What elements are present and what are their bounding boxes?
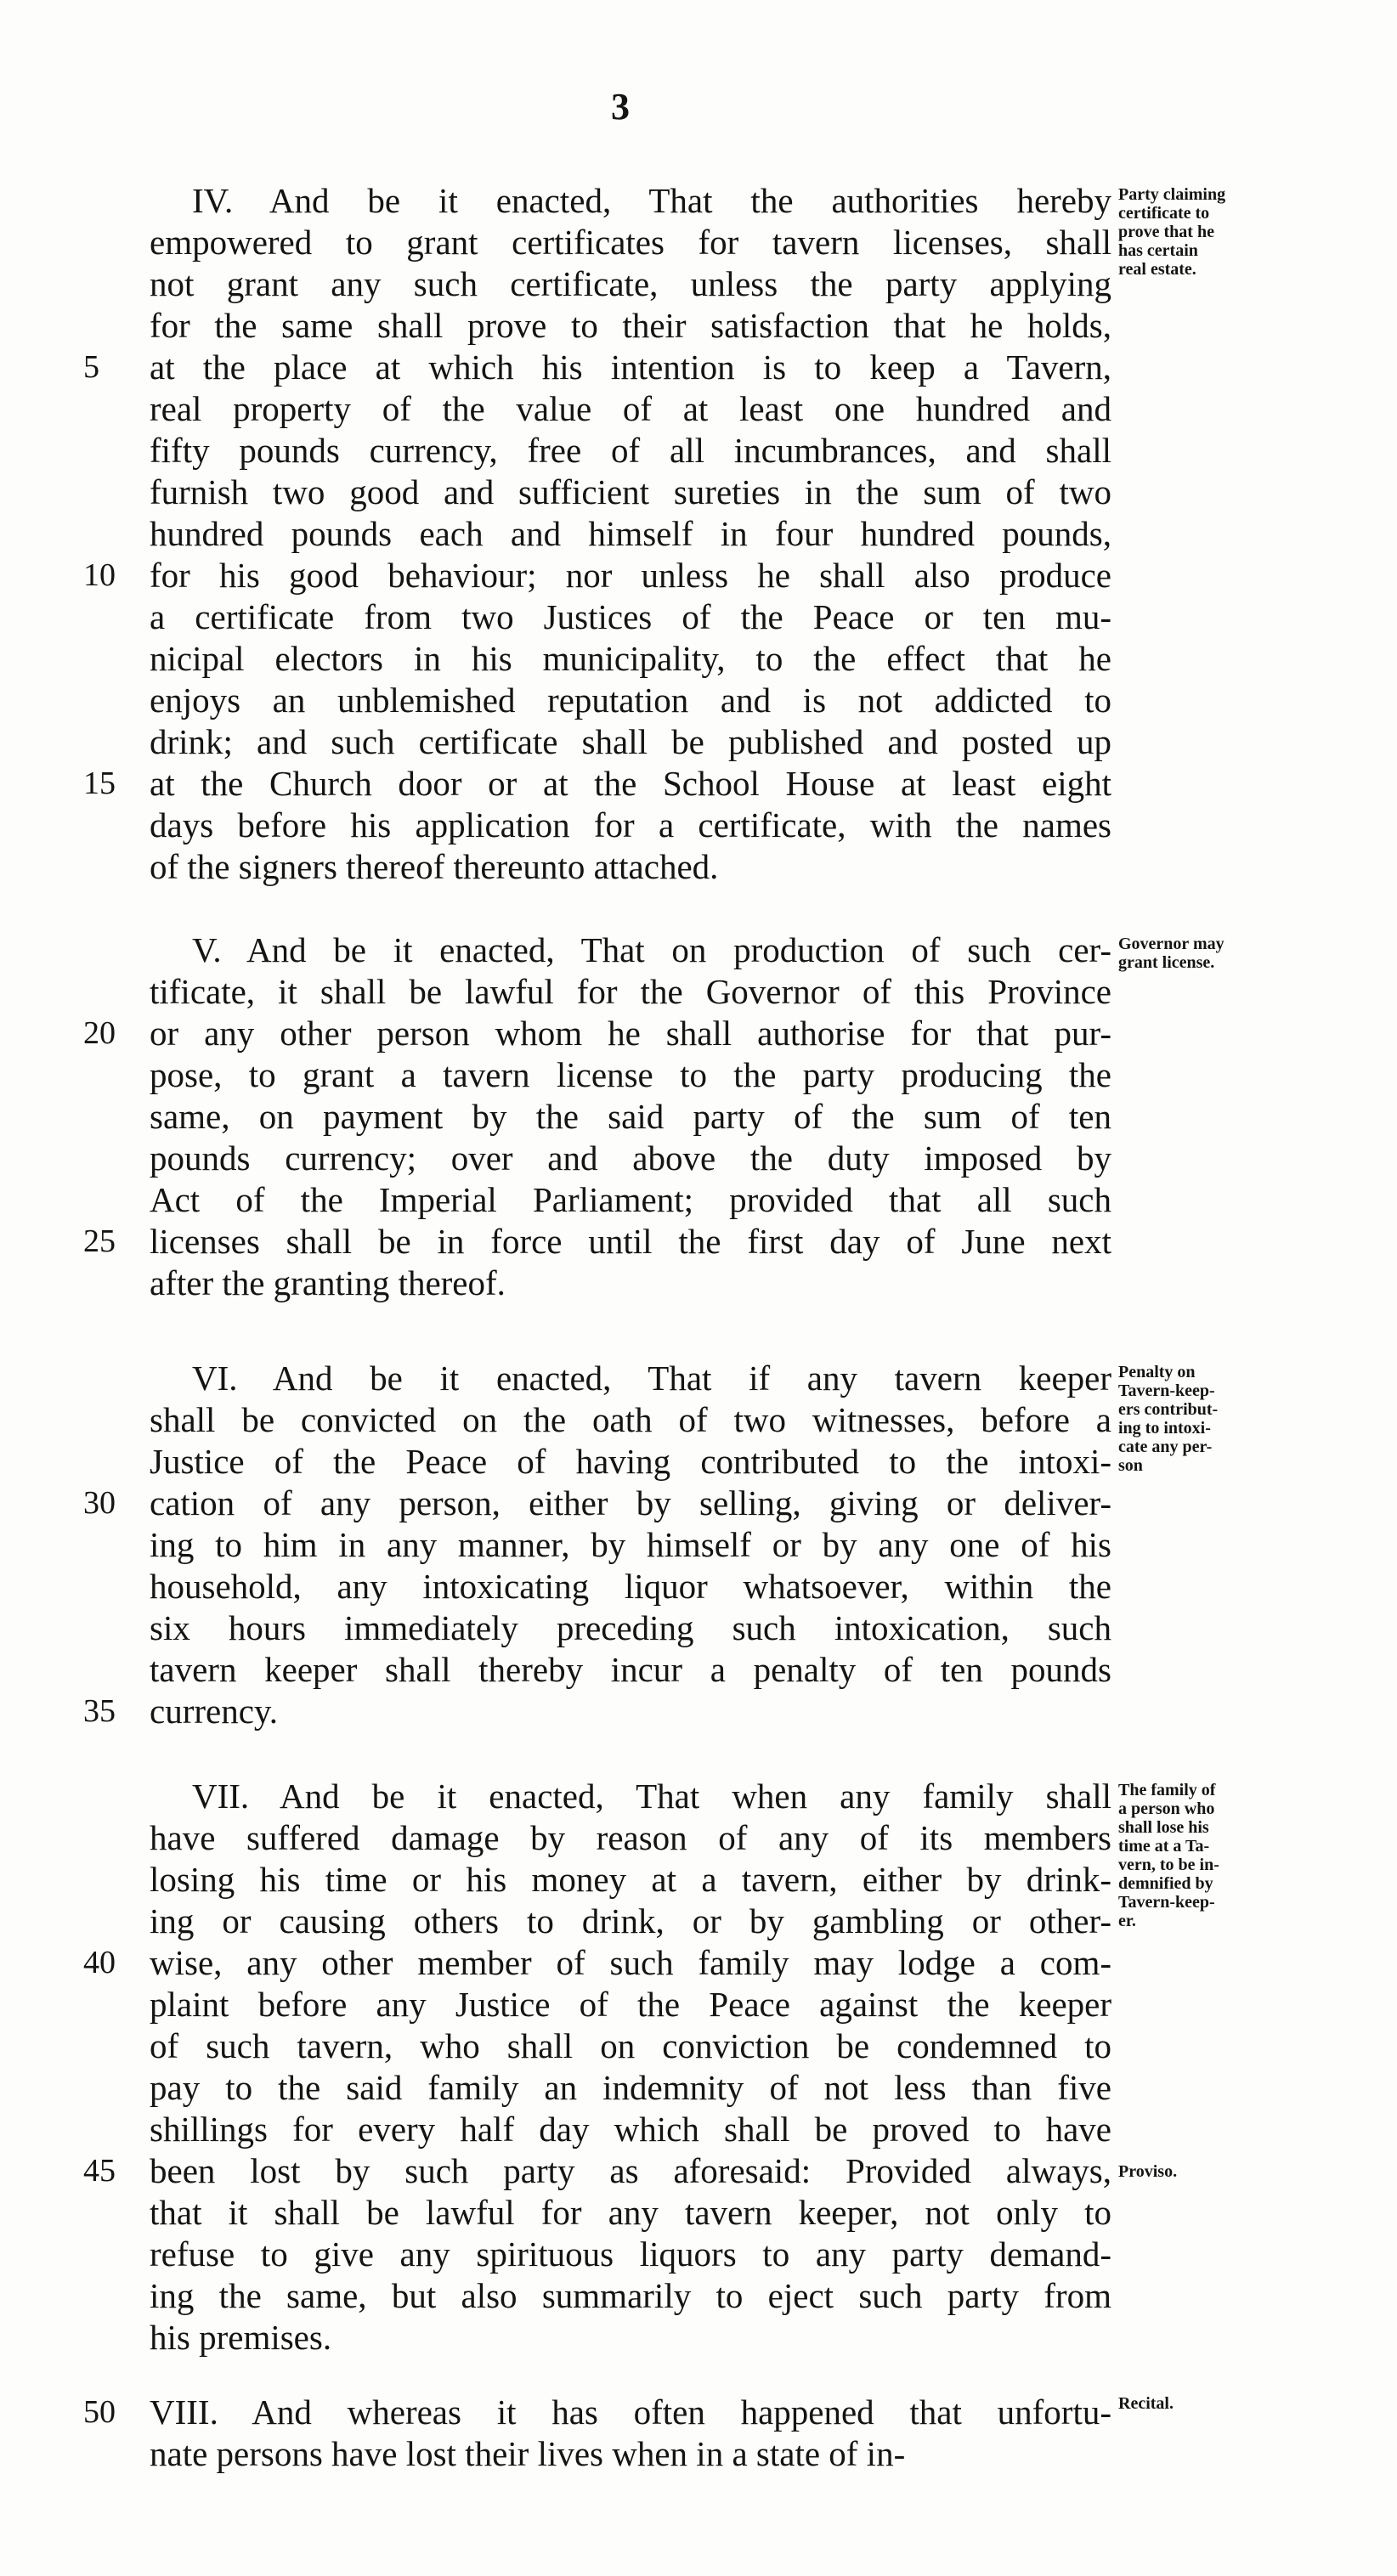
marginal-note-line: ing to intoxi- xyxy=(1118,1419,1211,1438)
line-number: 25 xyxy=(83,1223,116,1259)
text-line-content: tificate, it shall be lawful for the Governor of this Province xyxy=(150,972,1111,1011)
text-line xyxy=(150,2433,1111,2475)
text-line-content: of such tavern, who shall on conviction be condemned to xyxy=(150,2026,1111,2065)
text-line-content: V. And be it enacted, That on production of such cer- xyxy=(192,930,1111,969)
text-line-content: at the Church door or at the School House at least eight xyxy=(150,764,1111,803)
text-line xyxy=(150,638,1111,680)
text-line xyxy=(150,388,1111,430)
line-number: 35 xyxy=(83,1693,116,1729)
text-line xyxy=(83,555,1111,596)
text-line xyxy=(150,513,1111,555)
text-line-content: currency. xyxy=(150,1692,278,1731)
text-line-content: for the same shall prove to their satisfaction that he holds, xyxy=(150,306,1111,345)
text-line xyxy=(150,222,1111,263)
marginal-note-line: Penalty on xyxy=(1118,1363,1196,1381)
text-line-content: fifty pounds currency, free of all incumbrances, and shall xyxy=(150,431,1111,470)
text-line xyxy=(83,2150,1111,2192)
text-line xyxy=(83,1483,1111,1524)
text-line-content: that it shall be lawful for any tavern keeper, not only to xyxy=(150,2193,1111,2232)
marginal-note-line: prove that he xyxy=(1118,223,1214,241)
text-line xyxy=(150,263,1111,305)
marginal-note xyxy=(1118,1781,1297,1930)
text-line-content: household, any intoxicating liquor whatsoever, within the xyxy=(150,1567,1111,1606)
text-line-content: Justice of the Peace of having contributed to the intoxi- xyxy=(150,1442,1111,1481)
text-line xyxy=(150,721,1111,763)
marginal-note-line: demnified by xyxy=(1118,1874,1213,1893)
text-line-content: a certificate from two Justices of the Peace or ten mu- xyxy=(150,597,1111,636)
marginal-note-line: vern, to be in- xyxy=(1118,1856,1219,1874)
text-line xyxy=(150,971,1111,1013)
text-line-content: six hours immediately preceding such intoxication, such xyxy=(150,1608,1111,1647)
marginal-note-line: real estate. xyxy=(1118,260,1196,279)
text-line xyxy=(150,305,1111,347)
text-line-content: shall be convicted on the oath of two witnesses, before a xyxy=(150,1400,1111,1439)
marginal-note-line: The family of xyxy=(1118,1781,1216,1799)
text-line xyxy=(150,680,1111,721)
text-line-content: nate persons have lost their lives when in a state of in- xyxy=(150,2434,906,2473)
text-line-content: days before his application for a certificate, with the names xyxy=(150,805,1111,845)
marginal-note-line: Governor may xyxy=(1118,935,1224,953)
text-line xyxy=(150,1649,1111,1691)
text-line xyxy=(83,347,1111,388)
text-line-content: Act of the Imperial Parliament; provided that all such xyxy=(150,1180,1111,1219)
text-line-content: hundred pounds each and himself in four hundred pounds, xyxy=(150,514,1111,553)
line-number: 5 xyxy=(83,349,99,385)
text-line xyxy=(150,2317,1111,2359)
text-line xyxy=(150,2025,1111,2067)
section-viii xyxy=(83,2392,1111,2475)
text-line xyxy=(150,2109,1111,2150)
marginal-note-line: cate any per- xyxy=(1118,1438,1213,1456)
section-v xyxy=(83,929,1111,1304)
text-line-content: licenses shall be in force until the first day of June next xyxy=(150,1222,1111,1261)
text-line xyxy=(150,596,1111,638)
text-line-content: refuse to give any spirituous liquors to any party demand- xyxy=(150,2234,1111,2274)
text-line xyxy=(150,1358,1111,1399)
text-line-content: or any other person whom he shall authorise for that pur- xyxy=(150,1014,1111,1053)
text-line-content: furnish two good and sufficient sureties in the sum of two xyxy=(150,472,1111,511)
page-number: 3 xyxy=(611,86,630,127)
text-line-content: tavern keeper shall thereby incur a penalty of ten pounds xyxy=(150,1650,1111,1689)
text-line xyxy=(150,1776,1111,1817)
text-line xyxy=(150,2192,1111,2234)
text-line-content: IV. And be it enacted, That the authorities hereby xyxy=(192,181,1111,220)
text-line-content: his premises. xyxy=(150,2318,332,2357)
marginal-note-line: ers contribut- xyxy=(1118,1400,1219,1419)
marginal-note xyxy=(1118,2162,1297,2181)
marginal-note xyxy=(1118,935,1297,972)
text-line-content: ing or causing others to drink, or by gambling or other- xyxy=(150,1901,1111,1940)
marginal-note-line: Tavern-keep- xyxy=(1118,1893,1215,1912)
marginal-note xyxy=(1118,2394,1297,2413)
text-line xyxy=(150,1096,1111,1138)
text-line-content: been lost by such party as aforesaid: Provided always, xyxy=(150,2151,1111,2190)
line-number: 30 xyxy=(83,1485,116,1521)
section-vii xyxy=(83,1776,1111,2359)
text-line xyxy=(150,1524,1111,1566)
text-line xyxy=(150,929,1111,971)
marginal-note-line: Party claiming xyxy=(1118,185,1226,204)
text-line xyxy=(150,1138,1111,1179)
text-line-content: enjoys an unblemished reputation and is not addicted to xyxy=(150,681,1111,720)
marginal-note-line: shall lose his xyxy=(1118,1818,1209,1837)
text-line-content: at the place at which his intention is to keep a Tavern, xyxy=(150,347,1111,387)
text-line-content: not grant any such certificate, unless the party applying xyxy=(150,264,1111,303)
text-line xyxy=(150,2067,1111,2109)
text-line-content: plaint before any Justice of the Peace against the keeper xyxy=(150,1985,1111,2024)
text-line xyxy=(150,1901,1111,1942)
text-line-content: VII. And be it enacted, That when any family shall xyxy=(192,1777,1111,1816)
text-line-content: pose, to grant a tavern license to the party producing the xyxy=(150,1055,1111,1094)
text-line-content: have suffered damage by reason of any of its members xyxy=(150,1818,1111,1857)
marginal-note-line: Recital. xyxy=(1118,2394,1174,2413)
text-line-content: after the granting thereof. xyxy=(150,1263,506,1302)
text-line xyxy=(150,2234,1111,2275)
marginal-note-line: a person who xyxy=(1118,1799,1215,1818)
text-line-content: empowered to grant certificates for tavern licenses, shall xyxy=(150,223,1111,262)
section-vi xyxy=(83,1358,1111,1732)
text-line xyxy=(83,1691,1111,1732)
text-line-content: for his good behaviour; nor unless he shall also produce xyxy=(150,556,1111,595)
text-line xyxy=(150,846,1111,888)
marginal-note-line: son xyxy=(1118,1456,1143,1475)
text-line xyxy=(83,763,1111,805)
text-line xyxy=(83,1942,1111,1984)
text-line xyxy=(150,1817,1111,1859)
text-line xyxy=(150,1054,1111,1096)
text-line-content: of the signers thereof thereunto attached. xyxy=(150,847,719,886)
text-line-content: ing the same, but also summarily to eject such party from xyxy=(150,2276,1111,2315)
text-line-content: losing his time or his money at a tavern, either by drink- xyxy=(150,1860,1111,1899)
marginal-note-line: time at a Ta- xyxy=(1118,1837,1210,1856)
text-line-content: wise, any other member of such family may lodge a com- xyxy=(150,1943,1111,1982)
text-line xyxy=(150,2275,1111,2317)
marginal-note-line: er. xyxy=(1118,1912,1136,1930)
text-line-content: pay to the said family an indemnity of not less than five xyxy=(150,2068,1111,2107)
text-line xyxy=(83,1221,1111,1263)
text-line xyxy=(150,1859,1111,1901)
text-line-content: shillings for every half day which shall be proved to have xyxy=(150,2110,1111,2149)
text-line xyxy=(150,430,1111,472)
text-line xyxy=(150,180,1111,222)
text-line xyxy=(150,472,1111,513)
text-line-content: VI. And be it enacted, That if any tavern keeper xyxy=(192,1359,1111,1398)
text-line xyxy=(150,805,1111,846)
marginal-note-line: has certain xyxy=(1118,241,1198,260)
text-line-content: same, on payment by the said party of the sum of ten xyxy=(150,1097,1111,1136)
marginal-note-line: grant license. xyxy=(1118,953,1215,972)
section-iv xyxy=(83,180,1111,888)
line-number: 20 xyxy=(83,1015,116,1051)
text-line-content: cation of any person, either by selling, giving or deliver- xyxy=(150,1483,1111,1522)
text-line xyxy=(83,2392,1111,2433)
text-line-content: VIII. And whereas it has often happened that unfortu- xyxy=(150,2392,1111,2432)
line-number: 15 xyxy=(83,765,116,801)
text-line xyxy=(150,1179,1111,1221)
text-line xyxy=(150,1441,1111,1483)
text-line-content: nicipal electors in his municipality, to the effect that he xyxy=(150,639,1111,678)
line-number: 40 xyxy=(83,1945,116,1980)
marginal-note xyxy=(1118,185,1297,279)
text-line-content: real property of the value of at least one hundred and xyxy=(150,389,1111,428)
text-line xyxy=(150,1566,1111,1607)
line-number: 50 xyxy=(83,2394,116,2430)
marginal-note xyxy=(1118,1363,1297,1475)
line-number: 10 xyxy=(83,557,116,593)
text-line xyxy=(150,1399,1111,1441)
line-number: 45 xyxy=(83,2153,116,2189)
text-line xyxy=(150,1984,1111,2025)
text-line-content: ing to him in any manner, by himself or by any one of his xyxy=(150,1525,1111,1564)
text-line xyxy=(150,1607,1111,1649)
text-line-content: pounds currency; over and above the duty imposed by xyxy=(150,1138,1111,1178)
marginal-note-line: certificate to xyxy=(1118,204,1210,223)
text-line xyxy=(83,1013,1111,1054)
marginal-note-line: Proviso. xyxy=(1118,2162,1178,2181)
text-line xyxy=(150,1263,1111,1304)
text-line-content: drink; and such certificate shall be published and posted up xyxy=(150,722,1111,761)
marginal-note-line: Tavern-keep- xyxy=(1118,1381,1215,1400)
